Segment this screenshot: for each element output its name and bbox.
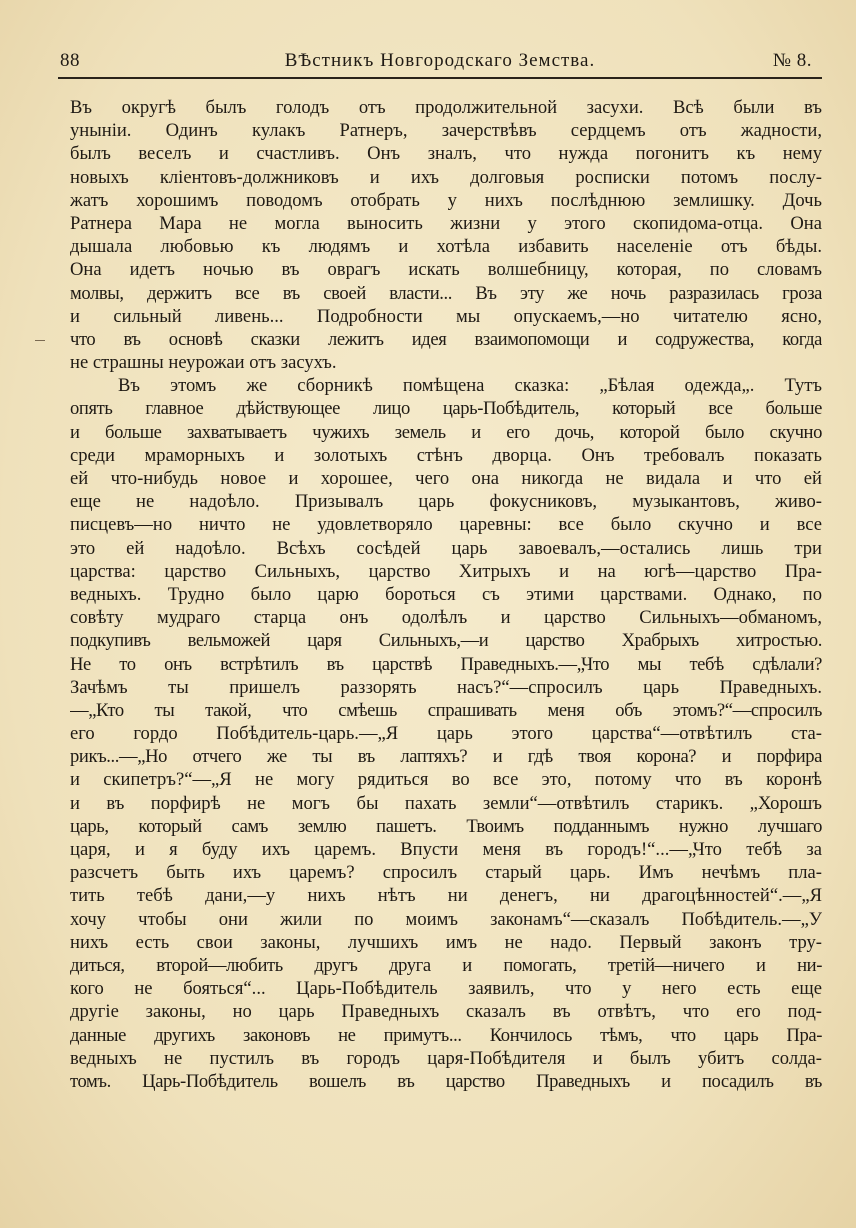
text-line: не страшны неурожаи отъ засухъ. [70,352,337,374]
text-line: рикъ...—„Но отчего же ты въ лаптяхъ? и гдѣ твоя корона? и порфира [70,746,822,768]
body-text [70,96,822,1093]
text-line: Зачѣмъ ты пришелъ раззорять насъ?“—спросилъ царь Праведныхъ. [70,676,822,698]
page-number: 88 [60,50,80,71]
text-line: уныніи. Одинъ кулакъ Ратнеръ, зачерствѣвъ сердцемъ отъ жадности, [70,120,822,142]
text-line: былъ веселъ и счастливъ. Онъ зналъ, что нужда погонитъ къ нему [70,143,822,165]
journal-title: ВѢстникъ Новгородскаго Земства. [284,50,596,71]
header-rule [58,77,822,79]
text-line: писцевъ—но ничто не удовлетворяло царевны: все было скучно и все [70,514,822,536]
text-line: жатъ хорошимъ поводомъ отобрать у нихъ послѣднюю землишку. Дочь [70,189,822,211]
text-line: что въ основѣ сказки лежитъ идея взаимопомощи и содружества, когда [70,328,822,350]
text-line: подкупивъ вельможей царя Сильныхъ,—и царство Храбрыхъ хитростью. [70,630,822,652]
text-line: данные другихъ законовъ не примутъ... Кончилось тѣмъ, что царь Пра- [70,1024,822,1046]
text-line: Не то онъ встрѣтилъ въ царствѣ Праведныхъ.—„Что мы тебѣ сдѣлали? [70,653,822,675]
margin-mark [35,340,45,341]
text-line: ведныхъ не пустилъ въ городъ царя-Побѣдителя и былъ убитъ солда- [70,1047,822,1069]
text-line: еще не надоѣло. Призывалъ царь фокусниковъ, музыкантовъ, живо- [70,491,822,513]
text-line: хочу чтобы они жили по моимъ законамъ“—сказалъ Побѣдитель.—„У [70,908,822,930]
text-line: Ратнера Мара не могла выносить жизни у этого скопидома-отца. Она [70,212,822,234]
text-line: царь, который самъ землю пашетъ. Твоимъ подданнымъ нужно лучшаго [70,815,822,837]
text-line: это ей надоѣло. Всѣхъ сосѣдей царь завоевалъ,—остались лишь три [70,537,822,559]
running-header [60,50,820,74]
text-line: и въ порфирѣ не могъ бы пахать земли“—отвѣтилъ старикъ. „Хорошъ [70,792,822,814]
text-line: томъ. Царь-Побѣдитель вошелъ въ царство Праведныхъ и посадилъ въ [70,1070,822,1092]
issue-number: № 8. [772,50,812,71]
text-line: его гордо Побѣдитель-царь.—„Я царь этого царства“—отвѣтилъ ста- [70,723,822,745]
text-line: царя, и я буду ихъ царемъ. Впусти меня въ городъ!“...—„Что тебѣ за [70,839,822,860]
text-line: Она идетъ ночью въ оврагъ искать волшебницу, которая, по словамъ [70,259,822,281]
text-line: опять главное дѣйствующее лицо царь-Побѣдитель, который все больше [70,398,822,420]
text-line: новыхъ кліентовъ-должниковъ и ихъ долговыя росписки потомъ послу- [70,166,822,188]
text-line: Въ этомъ же сборникѣ помѣщена сказка: „Бѣлая одежда„. Тутъ [118,375,822,397]
text-line: нихъ есть свои законы, лучшихъ имъ не надо. Первый законъ тру- [70,931,822,953]
text-line: Въ округѣ былъ голодъ отъ продолжительной засухи. Всѣ были въ [70,97,822,118]
text-line: ведныхъ. Трудно было царю бороться съ этими царствами. Однако, по [70,583,822,605]
text-line: и сильный ливень... Подробности мы опускаемъ,—но читателю ясно, [70,305,822,327]
text-line: царства: царство Сильныхъ, царство Хитрыхъ и на югѣ—царство Пра- [70,560,822,582]
text-line: дышала любовью къ людямъ и хотѣла избавить населеніе отъ бѣды. [70,236,822,258]
text-line: среди мраморныхъ и золотыхъ стѣнъ дворца. Онъ требовалъ показать [70,444,822,466]
text-line: —„Кто ты такой, что смѣешь спрашивать меня объ этомъ?“—спросилъ [70,699,822,721]
text-line: разсчетъ быть ихъ царемъ? спросилъ старый царь. Имъ нечѣмъ пла- [70,862,822,884]
text-line: диться, второй—любить другъ друга и помогать, третій—ничего и ни- [70,954,822,976]
text-line: и больше захватываетъ чужихъ земель и его дочь, которой было скучно [70,421,822,443]
text-line: молвы, держитъ все въ своей власти... Въ эту же ночь разразилась гроза [70,282,822,304]
text-line: ей что-нибудь новое и хорошее, чего она никогда не видала и что ей [70,468,822,489]
text-line: кого не бояться“... Царь-Побѣдитель заявилъ, что у него есть еще [70,978,822,1000]
text-line: совѣту мудраго старца онъ одолѣлъ и царство Сильныхъ—обманомъ, [70,607,822,629]
text-line: другіе законы, но царь Праведныхъ сказалъ въ отвѣтъ, что его под- [70,1001,822,1023]
text-line: тить тебѣ дани,—у нихъ нѣтъ ни денегъ, ни драгоцѣнностей“.—„Я [70,885,822,907]
text-line: и скипетръ?“—„Я не могу рядиться во все это, потому что въ коронѣ [70,769,822,791]
